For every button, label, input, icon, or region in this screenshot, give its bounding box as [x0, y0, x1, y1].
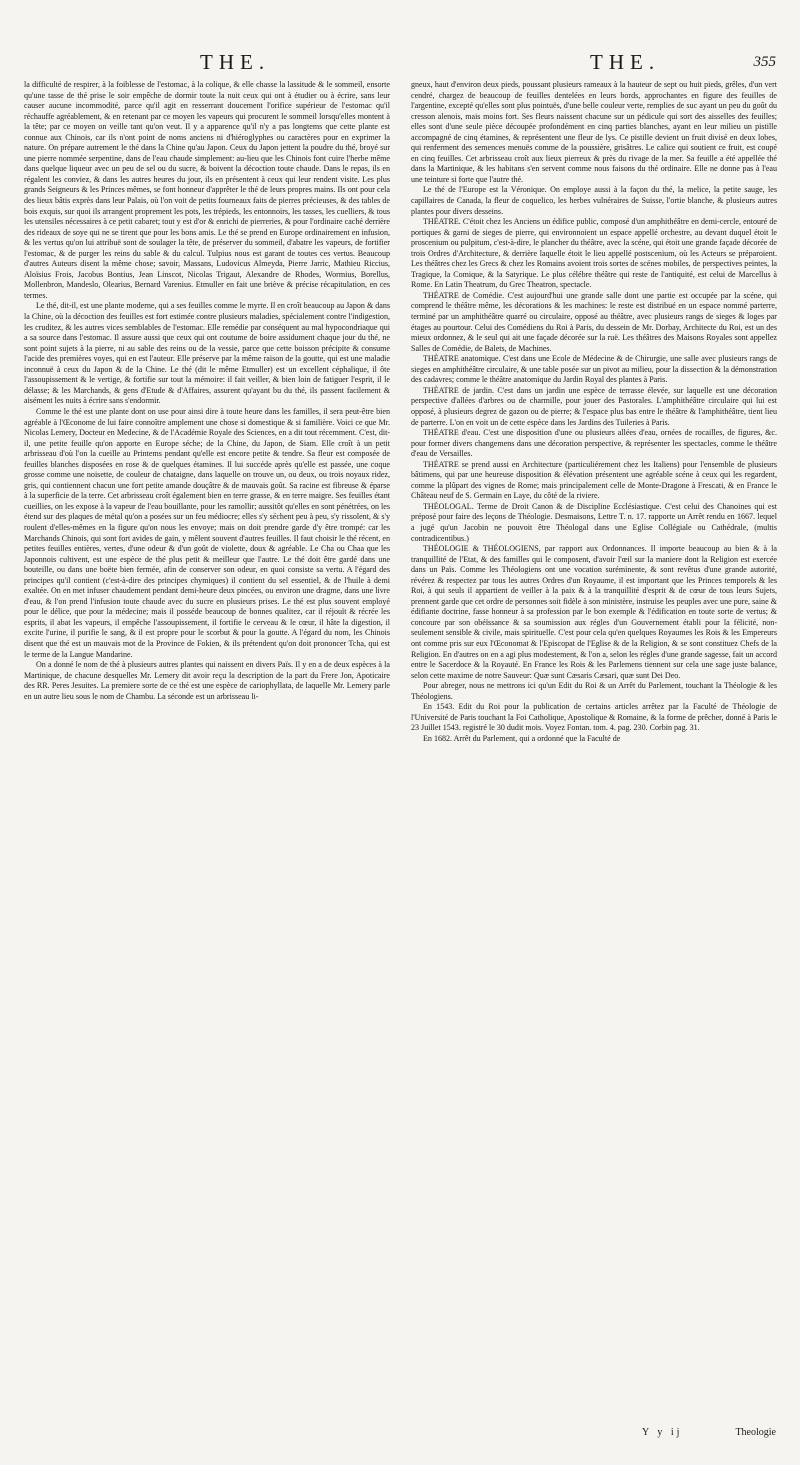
paragraph: Pour abreger, nous ne mettrons ici qu'un Edit du Roi & un Arrêt du Parlement, touchant la Théologie & les Théologiens.: [411, 681, 777, 701]
paragraph: En 1543. Edit du Roi pour la publication de certains articles arrêtez par la Faculté de Théologie de l'Université de Paris touchant la Foi Catholique, Apostolique & Romaine, & la forme de prêcher, donné à Paris le 23 Juillet 1543. registré le 30 dudit mois. Voyez Fontan. tom. 4. pag. 230. Corbin pag. 31.: [411, 702, 777, 733]
entry-theatre: THÉATRE. C'étoit chez les Anciens un édifice public, composé d'un amphithéâtre en demi-cercle, entouré de portiques & garni de sieges de pierre, qui environnoient un espace appellé orchestre, au devant duquel étoit le proscenium ou pulpitum, c'est-à-dire, le plancher du théâtre, avec la scéne, qui étoit une grande façade décorée de trois Ordres d'Architecture, & derrière laquelle étoit le lieu appellé postscenium, où les Acteurs se préparoient. Les théâtres chez les Grecs & chez les Romains avoient trois sortes de scénes mobiles, de perspectives peintes, la Tragique, la Comique, & la Satyrique. Le plus célébre théâtre qui reste de l'antiquité, est celui de Marcellus à Rome. En Latin Theatrum, du Grec Theatron, spectacle.: [411, 217, 777, 290]
paragraph: On a donné le nom de thé à plusieurs autres plantes qui naissent en divers Païs. Il y en a de deux espèces à la Martinique, de chacune desquelles Mr. Lemery dit avoir reçu la description de la part du Frere Jon, Apoticaire des RR. Peres Jesuites. La premiere sorte de ce thé est une espèce de cariophyllata, de laquelle Mr. Lemery parle en un autre lieu sous le nom de Chambu. La séconde est un arbrisseau li-: [24, 660, 390, 701]
paragraph: gneux, haut d'environ deux pieds, poussant plusieurs rameaux à la hauteur de sept ou huit pieds, grêles, d'un vert cendré, chargez de beaucoup de feuilles dentelées en leurs bords, approchantes en figure des feuilles de l'argentine, excepté qu'elles sont plus pointuës, d'une belle couleur verte, remplies de suc ayant un peu du goût du cresson alenois, mais moins fort. Ses fleurs naissent chacune sur un pédicule qui sort des aisselles des feuilles; elles sont d'une seule pièce découpée profondément en cinq parties blanches, ayant en leur milieu un pistille accompagné de cinq étamines, & représentent une fleur de lys. Ce pistille devient un fruit divisé en deux lobes, qui renferment des semences menuës comme de la poussière, grisâtres. Le calice qui soutient ce fruit, est coupé en cinq feuilles. Cet arbrisseau croît aux lieux pierreux & près du rivage de la mer. Sa feuille a été appellée thé dans la Martinique, & les habitans s'en servent comme nous faisons du thé ordinaire. Elle ne donne pas à l'eau une teinture si forte que l'autre thé.: [411, 80, 777, 184]
paragraph: En 1682. Arrêt du Parlement, qui a ordonné que la Faculté de: [423, 733, 621, 743]
running-head: [24, 50, 776, 76]
paragraph: Le thé de l'Europe est la Véronique. On employe aussi à la façon du thé, la melice, la petite sauge, les capillaires de Canada, la fleur de coquelico, les herbes vulnéraires de Suisse, l'ortie blanche, & plusieurs autres plantes pour divers desseins.: [411, 185, 777, 216]
page-footer: [24, 1427, 776, 1443]
page-number: 355: [753, 54, 776, 70]
entry-theatre-anatomique: THÉATRE anatomique. C'est dans une Ecole de Médecine & de Chirurgie, une salle avec plusieurs rangs de sieges en amphithéâtre circulaire, & une table posée sur un pivot au milieu, pour la dissection & la démonstration des cadavres; comme le théâtre anatomique du Jardin Royal des plantes à Paris.: [411, 354, 777, 385]
right-column: [411, 80, 777, 1425]
signature-mark: Y y ij: [642, 1427, 683, 1438]
running-head-left: THE.: [200, 50, 271, 74]
entry-theatre-architecture: THÉATRE se prend aussi en Architecture (particuliérement chez les Italiens) pour l'ensemble de plusieurs bâtimens, qui par une heureuse disposition & élévation présentent une agréable scéne à ceux qui les regardent, comme la plûpart des vignes de Rome; mais principalement celle de Monte-Dragone à Frescati, & en France le Château neuf de S. Germain en Laye, du côté de la riviere.: [411, 459, 777, 501]
entry-theatre-jardin: THÉATRE de jardin. C'est dans un jardin une espèce de terrasse élevée, sur laquelle est une décoration perspective d'allées d'arbres ou de charmille, pour jouer des Pastorales. L'amphithéâtre circulaire qui lui est opposé, à plusieurs degrez de gazon ou de pierre; & l'espace plus bas entre le théâtre & l'amphithéâtre, tient lieu de parterre. L'on en voit un de cette espèce dans les Jardins des Tuileries à Paris.: [411, 385, 777, 427]
paragraph: Comme le thé est une plante dont on use pour ainsi dire à toute heure dans les familles, il sera peut-être bien agréable à l'Œconome de lui faire connoître amplement une chose si domestique & si familière. Voici ce que Mr. Nicolas Lemery, Docteur en Medecine, & de l'Académie Royale des Sciences, en a dit tout récemment. C'est, dit-il, une petite feuille qu'on apporte en Europe séche; de la Chine, du Japon, de Siam. Elle croît à un petit arbrisseau d'où l'on la cueille au Printems pendant qu'elle est encore petite & tendre. Sa fleur est composée de feuilles blanches disposées en rose & de quelques étamines. Il lui succéde après qu'elle est passée, une coque grosse comme une noisette, de couleur de chataigne, dans laquelle on trouve un, ou deux, ou trois noyaux ridez, gris, qui contiennent chacun une fort petite amande douçâtre & de mauvais goût. Sa racine est fibreuse & éparse à la superficie de la terre. Cet arbrisseau croît également bien en terre grasse, & en terre maigre. Ses feuilles étant cueillies, on les expose à la vapeur de l'eau bouillante, pour les ramollir; aussitôt qu'elles en sont pénétrées, on les étend sur des plaques de métal qu'on a posées sur un feu médiocre; elles s'y séchent peu à peu, s'y rissolent, & s'y roulent d'elles-mêmes en la figure qu'on nous les envoye; mais on doit prendre garde d'y être trompé: car les Marchands Chinois, qui sont fort avides de gain, y mêlent souvent d'autres feuilles. Il faut choisir le thé récent, en petites feuilles entières, vertes, d'une odeur & d'un goût de violette, doux & agréable. Le Cha ou Chaa que les Japonnois cultivent, est une espèce de thé plus petit & meilleur que l'autre. Le thé doit être gardé dans une bouteille, ou dans une boëte bien fermée, afin de conserver son odeur, en quoi consiste sa vertu. A l'égard des principes qu'il contient (c'est-à-dire des principes chymiques) il contient du sel essentiel, & de l'huile à demi exaltée. On en met infuser chaudement pendant demi-heure deux pincées, ou environ une dragme, dans une livre d'eau, & l'on prend l'infusion toute chaude avec du sucre en plusieurs prises. Le thé est plus souvent employé pour le délice, que pour la médecine; mais il posséde beaucoup de bonnes qualitez, car il réjouït & récrée les esprits, il abat les vapeurs, il empêche l'assoupissement, il fortifie le cerveau & le cœur, il hâte la digestion, il excite l'urine, il purifie le sang, & il est propre pour le scorbut & pour la goutte. A l'égard du nom, les Chinois disent que thé est un mauvais mot de la Province de Fokien, & ils prétendent qu'on doit prononcer Tcha, qui est le terme de la Langue Mandarine.: [24, 406, 390, 659]
catchword: Theologie: [735, 1427, 776, 1438]
entry-theatre-eau: THÉATRE d'eau. C'est une disposition d'une ou plusieurs allées d'eau, ornées de rocailles, de figures, &c. pour former divers changemens dans une décoration perspective, & représenter les spectacles, comme le théâtre d'eau de Versailles.: [411, 428, 777, 459]
entry-theologie: THÉOLOGIE & THÉOLOGIENS, par rapport aux Ordonnances. Il importe beaucoup au bien & à la tranquillité de l'Etat, & des familles qui le composent, d'avoir l'œil sur la maniere dont la Religion est exercée dans un Païs. Comme les Théologiens ont une vocation suréminente, & sont revêtus d'une grande autorité, révérez & respectez par tous les autres Ordres d'un Royaume, il est important que les Princes temporels & les Roi, à qui seuls il appartient de veiller à la paix & à la tranquillité d'esprit & de cœur de tous leurs Sujets, prennent garde que cet ordre de personnes soit fidèle à son ministère, instruise les peuples avec une pure, saine & édifiante doctrine, fasse honneur à sa profession par le bon exemple & l'édification en toute sorte de vertus; & concoure par son obéïssance & sa soumission aux régles d'un Gouvernement établi pour la félicité, non-seulement sensible & civile, mais spirituelle. C'est pour cela qu'en quelques Royaumes les Rois & les Empereurs ont comme pris sur eux l'Œconomat & l'Episcopat de l'Eglise & de la Religion, & se sont constituez Chefs de la Religion. En d'autres on en a agi plus modestement, & l'on a, selon les régles d'une grande sagesse, fait un accord entre le Sacerdoce & la Royauté. En France les Rois & les Parlemens tiennent sur cela une sage juste balance, selon cette maxime de notre Sauveur: Quæ sunt Cæsaris Cæsari, quæ sunt Dei Deo.: [411, 544, 777, 680]
paragraph: Le thé, dit-il, est une plante moderne, qui a ses feuilles comme le myrte. Il en croît beaucoup au Japon & dans la Chine, où la décoction des feuilles est fort estimée contre plusieurs maladies, spécialement contre l'indigestion, les cruditez, & les autres vices semblables de l'estomac. Elle remédie par conséquent au mal hypocondriaque qui a sa source dans l'estomac. Il assure aussi que ceux qui ont coutume de boire assidument chaque jour du thé, ne sont point sujets à la pierre, ni au sable des reins ou de la vessie, parce que cette boisson précipite & consume l'acide des premières voyes, qui en est l'auteur. Elle préserve par la même raison de la goutte, qui est une maladie inconnuë à ceux du Japon & de la Chine. Le thé (dit le même Etmuller) est un excellent céphalique, il ôte l'assoupissement & le vertige, & fortifie sur tout la mémoire: il fait veiller, & bien loin de fatiguer l'esprit, il le délasse; & les Marchands, & gens d'Etude & d'Affaires, assurent qu'ayant bu du thé, ils passent facilement & aisément les nuits à écrire sans s'endormir.: [24, 301, 390, 406]
text-columns: [24, 80, 777, 1425]
paragraph: la difficulté de respirer, à la foiblesse de l'estomac, à la colique, & elle chasse la lassitude & le sommeil, ensorte qu'une tasse de thé prise le soir empêche de dormir toute la nuit ceux qui ont à étudier ou à écrire, sans leur causer aucune incommodité, parce qu'il agit en resserrant doucement l'orifice supérieur de l'estomac qu'il réchauffe agréablement, & en retenant par ce moyen les vapeurs qui procurent le sommeil lorsqu'elles montent à la tête; par ce moyen on veille tant qu'on veut. Il y a apparence qu'il n'y a pas longtems que cette plante est connue aux Chinois, car ils n'ont point de noms anciens ni d'hiéroglyphes ou caractères pour en exprimer la nature. On prépare autrement le thé dans la Chine qu'au Japon. Ceux du Japon jettent la poudre du thé, broyé sur une pierre nommée serpentine, dans de l'eau chaude simplement: au-lieu que les Chinois font cuire l'herbe même dans quelque liqueur avec un peu de sel ou du sucre, & boivent la décoction toute chaude. Dans le repas, ils en régalent les conviez, & dans les autres heures du jour, ils en présentent à ceux qui leur rendent visite. Les plus grands Seigneurs & les Princes mêmes, se font honneur d'apprêter le thé de leurs propres mains. Ils ont pour cela des lieux bâtis exprès dans leur Palais, où l'on voit de petits fourneaux faits de pierres précieuses, & des tables de bois exquis, sur quoi ils arrangent proprement les pots, les trépieds, les entonnoirs, les tasses, les cuelliers, & tous les utensiles nécessaires à ce petit cabaret; tout y est d'or & enrichi de pierreries, & pour l'ordinaire caché derrière des rideaux de soye qui ne se tirent que pour les bons amis. Le thé se prend en Europe ordinairement en infusion, & les vertus qu'on lui attribuë sont de soulager la tête, de préserver du sommeil, d'abatre les vapeurs, de fortifier l'estomac, & de purger les reins du sable & du calcul. Tulpius nous est garant de toutes ces vertus. Beaucoup d'autres Auteurs disent la même chose; savoir, Massans, Ludovicus Almeyda, Pierre Jarric, Mathieu Riccius, Aloïsius Frois, Jacobus Bontius, Jean Linscot, Nicolas Trigaut, Alexandre de Rhodes, Wormius, Borellus, Mollenbron, Mandeslo, Olearius, Bernard Varenius. Etmuller en fait une briève & précise récapitulation, en ces termes.: [24, 80, 390, 300]
entry-theatre-comedie: THÉATRE de Comédie. C'est aujourd'hui une grande salle dont une partie est occupée par la scéne, qui comprend le théâtre même, les décorations & les machines: le reste est distribué en un espace nommé parterre, terminé par un amphithéâtre quarré ou circulaire, opposé au théâtre, avec plusieurs rangs de sieges & loges par étages au pourtour. Celui des Comédiens du Roi à Paris, du dessein de Mr. Dorbay, Architecte du Roi, est un des mieux ordonnez, & le seul qui ait une façade décorée sur la ruë. Les théâtres des Maisons Royales sont appellez Salles de Comédie, de Balets, de Machines.: [411, 290, 777, 353]
entry-theologal: THÉOLOGAL. Terme de Droit Canon & de Discipline Ecclésiastique. C'est celui des Chanoines qui est préposé pour faire des leçons de Théologie. Desmaisons, Lettre T. n. 17. rapporte un Arrêt rendu en 1667. lequel a jugé qu'un Jacobin ne pouvoit être Théologal dans une Eglise Collégiale ou Cathédrale, (multis contradicentibus.): [411, 501, 777, 543]
running-head-right: THE.: [590, 50, 661, 74]
left-column: [24, 80, 390, 1425]
